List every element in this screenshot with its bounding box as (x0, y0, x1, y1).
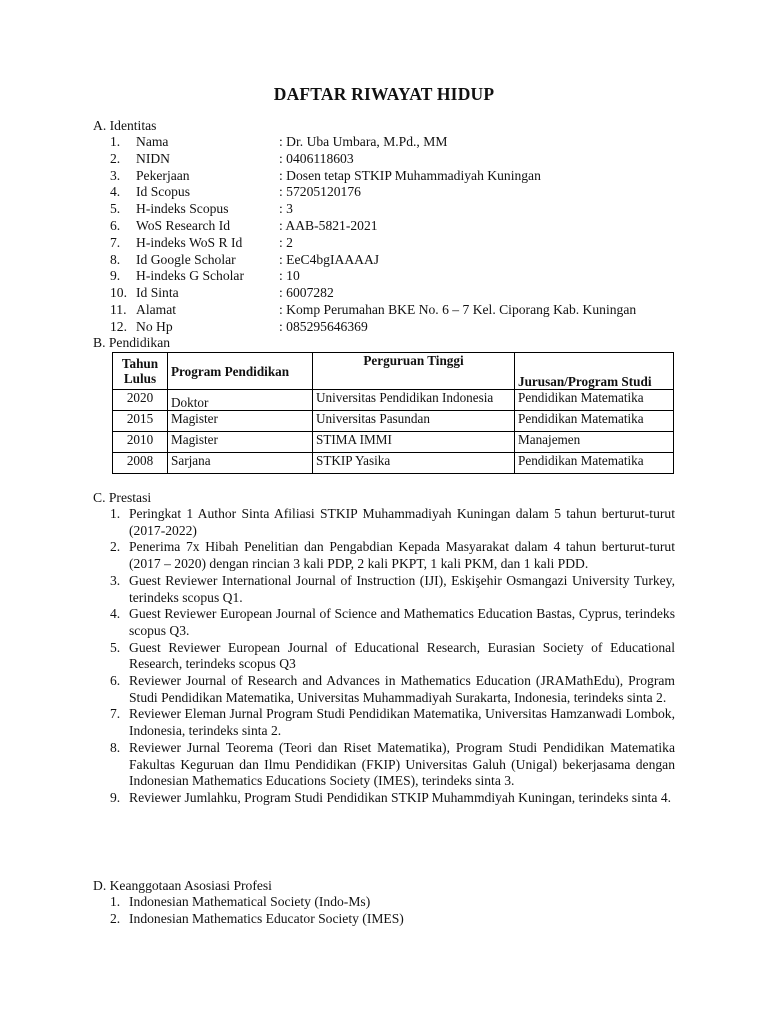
header-major: Jurusan/Program Studi (515, 353, 674, 390)
identity-row (110, 134, 690, 151)
table-row (113, 453, 674, 474)
row-value: : 6007282 (279, 285, 334, 301)
identity-row (110, 151, 690, 168)
membership-list (110, 894, 675, 928)
identity-row (110, 319, 690, 336)
cell-university: Universitas Pasundan (313, 411, 515, 432)
item-number: 3. (110, 572, 121, 588)
row-value: : 10 (279, 268, 300, 284)
row-value: : Komp Perumahan BKE No. 6 – 7 Kel. Ciporang Kab. Kuningan (279, 301, 637, 317)
row-number: 1. (110, 134, 121, 149)
list-item (110, 506, 675, 539)
achievement-list (110, 506, 675, 807)
item-text: Reviewer Journal of Research and Advances in Mathematics Education (JRAMathEdu), Program Studi Pendidikan Matematika, Universitas Muhammadiyah Surakarta, Indonesia, terindeks sinta 2. (129, 673, 675, 705)
list-item (110, 606, 675, 639)
row-number: 2. (110, 150, 121, 166)
row-label: H-indeks WoS R Id (136, 234, 243, 250)
list-item (110, 573, 675, 606)
cell-program: Doktor (168, 390, 313, 411)
cell-program: Magister (168, 432, 313, 453)
identity-row (110, 268, 690, 285)
cell-year: 2010 (113, 432, 168, 453)
item-number: 5. (110, 639, 121, 655)
row-value: : 57205120176 (279, 184, 361, 200)
item-text: Guest Reviewer European Journal of Science and Mathematics Education Bastas, Cyprus, terindeks scopus Q3. (129, 606, 675, 638)
row-value: : Dr. Uba Umbara, M.Pd., MM (279, 134, 448, 149)
education-table (112, 352, 674, 474)
item-text: Indonesian Mathematics Educator Society (IMES) (129, 910, 404, 926)
row-number: 9. (110, 268, 121, 284)
item-number: 1. (110, 506, 121, 521)
row-number: 5. (110, 201, 121, 217)
row-label: Id Sinta (136, 285, 179, 301)
row-label: H-indeks G Scholar (136, 268, 244, 284)
cell-year: 2008 (113, 453, 168, 474)
document-title: DAFTAR RIWAYAT HIDUP (273, 84, 495, 104)
list-item (110, 673, 675, 706)
list-item (110, 894, 675, 911)
identity-list (110, 134, 690, 336)
item-text: Reviewer Eleman Jurnal Program Studi Pendidikan Matematika, Universitas Hamzanwadi Lombok, Indonesia, terindeks sinta 2. (129, 706, 675, 739)
item-number: 2. (110, 910, 121, 926)
section-b-heading: B. Pendidikan (93, 335, 171, 350)
header-university: Perguruan Tinggi (313, 353, 515, 390)
row-number: 3. (110, 167, 121, 183)
item-number: 2. (110, 539, 121, 555)
row-label: Nama (136, 134, 169, 149)
identity-row (110, 302, 690, 319)
item-text: Penerima 7x Hibah Penelitian dan Pengabdian Kepada Masyarakat dalam 4 tahun berturut-turut (2017 – 2020) dengan rincian 3 kali PDP, 2 kali PKPT, 1 kali PKM, dan 1 kali PDD. (129, 539, 675, 572)
table-row (113, 390, 674, 411)
row-label: Id Google Scholar (136, 251, 236, 267)
identity-row (110, 285, 690, 302)
row-number: 12. (110, 318, 127, 334)
table-row (113, 411, 674, 432)
row-label: H-indeks Scopus (136, 201, 229, 217)
cell-major: Pendidikan Matematika (515, 453, 674, 474)
row-label: WoS Research Id (136, 217, 231, 233)
item-text: Indonesian Mathematical Society (Indo-Ms) (129, 894, 371, 909)
item-number: 6. (110, 673, 121, 689)
row-value: : EeC4bgIAAAAJ (279, 251, 380, 267)
item-text: Guest Reviewer International Journal of Instruction (IJI), Eskişehir Osmangazi University Turkey, terindeks scopus Q1. (129, 572, 675, 605)
row-number: 7. (110, 234, 121, 250)
row-value: : AAB-5821-2021 (279, 217, 378, 233)
item-number: 4. (110, 606, 121, 622)
cell-major: Pendidikan Matematika (515, 390, 674, 411)
cell-year: 2020 (113, 390, 168, 411)
header-year: Tahun Lulus (113, 353, 168, 390)
list-item (110, 790, 675, 807)
item-text: Reviewer Jurnal Teorema (Teori dan Riset Matematika), Program Studi Pendidikan Matematika Fakultas Keguruan dan Ilmu Pendidikan (FKIP) Universitas Galuh (Unigal) bekerjasama dengan Indonesian Mathematics Educations Society (IMES), terindeks sinta 3. (129, 739, 675, 789)
item-text: Guest Reviewer European Journal of Educational Research, Eurasian Society of Educational Research, terindeks scopus Q3 (129, 639, 675, 672)
section-c-heading: C. Prestasi (93, 490, 152, 505)
list-item (110, 640, 675, 673)
item-number: 9. (110, 789, 121, 805)
row-value: : Dosen tetap STKIP Muhammadiyah Kuningan (279, 167, 541, 183)
item-number: 7. (110, 706, 121, 722)
cell-university: STKIP Yasika (313, 453, 515, 474)
row-value: : 0406118603 (279, 150, 354, 166)
identity-row (110, 218, 690, 235)
header-program: Program Pendidikan (168, 353, 313, 390)
identity-row (110, 201, 690, 218)
item-number: 8. (110, 739, 121, 755)
cell-university: Universitas Pendidikan Indonesia (313, 390, 515, 411)
item-text: Peringkat 1 Author Sinta Afiliasi STKIP Muhammadiyah Kuningan dalam 5 tahun berturut-turut (2017-2022) (129, 506, 675, 538)
row-value: : 085295646369 (279, 318, 368, 334)
identity-row (110, 235, 690, 252)
row-label: Pekerjaan (136, 167, 190, 183)
row-value: : 2 (279, 234, 293, 250)
list-item (110, 706, 675, 739)
cell-major: Pendidikan Matematika (515, 411, 674, 432)
identity-row (110, 184, 690, 201)
cell-year: 2015 (113, 411, 168, 432)
list-item (110, 539, 675, 572)
section-d-heading: D. Keanggotaan Asosiasi Profesi (93, 878, 272, 893)
table-row (113, 432, 674, 453)
cell-program: Magister (168, 411, 313, 432)
item-number: 1. (110, 894, 121, 909)
row-number: 11. (110, 301, 127, 317)
row-value: : 3 (279, 201, 293, 217)
cell-program: Sarjana (168, 453, 313, 474)
row-label: Alamat (136, 301, 177, 317)
item-text: Reviewer Jumlahku, Program Studi Pendidikan STKIP Muhammdiyah Kuningan, terindeks sinta 4. (129, 789, 672, 805)
row-number: 10. (110, 285, 127, 301)
cell-major: Manajemen (515, 432, 674, 453)
table-header-row (113, 353, 674, 390)
cell-university: STIMA IMMI (313, 432, 515, 453)
row-label: Id Scopus (136, 184, 190, 200)
list-item (110, 911, 675, 928)
row-number: 4. (110, 184, 121, 200)
row-number: 6. (110, 217, 121, 233)
list-item (110, 740, 675, 790)
identity-row (110, 252, 690, 269)
row-label: No Hp (136, 318, 173, 334)
identity-row (110, 168, 690, 185)
row-number: 8. (110, 251, 121, 267)
row-label: NIDN (136, 150, 170, 166)
section-a-heading: A. Identitas (93, 118, 157, 133)
